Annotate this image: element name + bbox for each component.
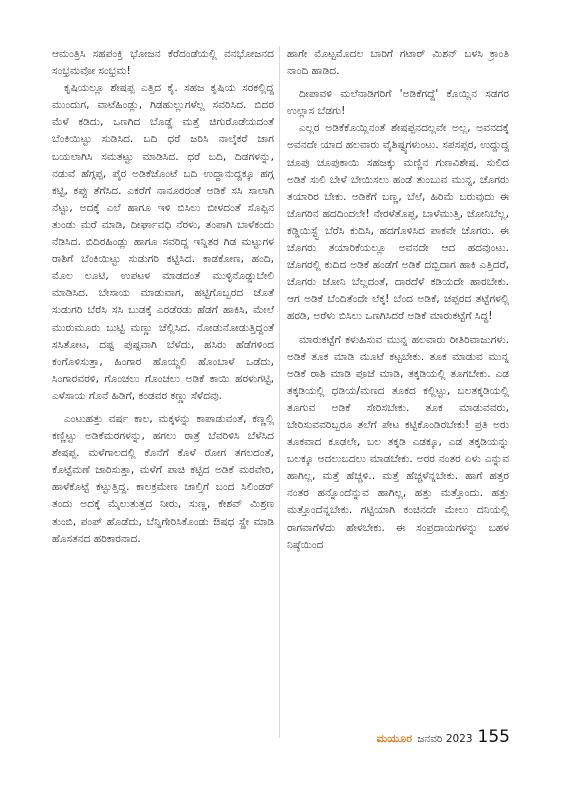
page-number: 155 <box>477 727 510 747</box>
left-column <box>52 46 274 548</box>
issue-date: ಜನವರಿ 2023 <box>417 733 473 745</box>
page-footer <box>377 727 510 747</box>
column-divider <box>279 46 280 738</box>
paragraph: ಹಾಗೇ ಮೊಟ್ಟಮೊದಲ ಬಾರಿಗೆ ಗಟಾರ್ ಮಿಶನ್ ಬಳಸಿ ಕ್ರಾಂತಿ ನಾಂದಿ ಹಾಡಿದ. <box>287 48 509 78</box>
paragraph: ಎಂಟುಹತ್ತು ವರ್ಷ ಕಾಲ, ಮಕ್ಕಳನ್ನು ಕಾಪಾಡುವಂತೆ, ಕಣ್ಣಲ್ಲಿ ಕಣ್ಣಿಟ್ಟು ಅಡಿಕೆಮರಗಳನ್ನು, ಹಗಲು ರಾತ್ರೆ ಬೆವರಿಳಿಸಿ ಬೆಳೆಸಿದ ಶೇಷಪ್ಪ. ಮಳೆಗಾಲದಲ್ಲಿ ಕೊನೆಗೆ ಕೊಳೆ ರೋಗ ತಗಲದಂತೆ, ಕೊಟ್ಟೆಮಣೆ ಜಾರಿಸುತ್ತಾ, ಮಳೆಗೆ ಪಾಚಿ ಕಟ್ಟಿದ ಅಡಿಕೆ ಮರವೇರಿ, ಹಾಳೆಕೊಟ್ಟೆ ಕಟ್ಟುತ್ತಿದ್ದ. ಕಾಲಕ್ರಮೇಣ ಚಾಲ್ತಿಗೆ ಬಂದ ಸಿಲಿಂಡರ್ ತಂದು ಅದಕ್ಕೆ ಮೈಲುತುತ್ತದ ನೀರು, ಸುಣ್ಣ, ಕೇಶವ್ ಮಿಶ್ರಣ ತುಂಬಿ, ಪಂಪ್ ಹೊಡೆದು, ಬೆನ್ನಿಗೇರಿಸಿಕೊಂಡು ಔಷಧ ಸ್ಪ್ರೇ ಮಾಡಿ ಹೊಸತನದ ಹರಿಕಾರನಾದ. <box>52 412 274 545</box>
paragraph: ಮಾರುಕಟ್ಟೆಗೆ ಕಳುಹಿಸುವ ಮುನ್ನ ಹಲವಾರು ರೀತಿರಿವಾಜುಗಳು. ಅಡಿಕೆ ತೂಕ ಮಾಡಿ ಮೂಟೆ ಕಟ್ಟಬೇಕು. ತೂಕ ಮಾಡುವ ಮುನ್ನ ಅಡಿಕೆ ರಾಶಿ ಮಾಡಿ ಪೂಜೆ ಮಾಡಿ, ತಕ್ಕಡಿಯಲ್ಲಿ ತೂಗಬೇಕು. ಎಡ ತಕ್ಕಡಿಯಲ್ಲಿ ಧಡಿಯ/ಮಣದ ತೂಕದ ಕಲ್ಲಿಟ್ಟು, ಬಲತಕ್ಕಡಿಯಲ್ಲಿ ತೂಗುವ ಅಡಿಕೆ ಸೇರಿಸಬೇಕು. ತೂಕ ಮಾಡುವವರು, ಬೇರಿಸುವವರಿಬ್ಬರೂ ತಲೆಗೆ ಪೇಟ ಕಟ್ಟಿಕೊಂಡಿರಬೇಕು! ಪ್ರತಿ ಅರು ತೂಕವಾದ ಕೂಡಲೇ, ಬಲ ತಕ್ಕಡಿ ಎಡಕ್ಕೂ, ಎಡ ತಕ್ಕಡಿಯನ್ನು ಬಲಕ್ಕೂ ಅದಲುಬದಲು ಮಾಡಬೇಕು. ಅರರ ನಂತರ ಏಳು ಎನ್ನುವ ಹಾಗಿಲ್ಲ, ಮತ್ತೆ ಹೆಚ್ಚಳಿ.. ಮತ್ತೆ ಹೆಚ್ಚಳೆನ್ನಬೇಕು. ಹಾಗೆ ಹತ್ತರ ನಂತರ ಹನ್ನೊಂದೆನ್ನುವ ಹಾಗಿಲ್ಲ, ಹತ್ತು ಮತ್ತೊಂದು. ಹತ್ತು ಮತ್ತೊಂದೆನ್ನಬೇಕು. ಗಟ್ಟಿಯಾಗಿ ಕಂಚಿನದೇ ಮೇಲು ದನಿಯಲ್ಲಿ ರಾಗವಾಗೆಳೆದು ಹೇಳಬೇಕು. ಈ ಸಂಪ್ರದಾಯಗಳನ್ನು ಬಹಳ ನಿಷ್ಠೆಯಿಂದ <box>287 333 509 551</box>
right-column <box>287 46 509 554</box>
magazine-logo: ಮಯೂರ <box>376 732 413 745</box>
paragraph: ದೀಪಾವಳಿ ಮಲೆನಾಡಿಗರಿಗೆ 'ಅಡಿಕೆಗದ್ದೆ' ಕೊಯ್ಲಿನ ಸಡಗರ ಉಲ್ಲಾಸ ಬೆಡಗು! <box>287 88 509 118</box>
paragraph: ಎಲ್ಲರ ಅಡಿಕೆಕೊಯ್ಲಿನಂತೆ ಶೇಷಪ್ಪನದಲ್ಲವೇ ಅಲ್ಲ, ಅವನದಕ್ಕೆ ಅವನದೇ ಯಾದ ಹಲವಾರು ವೈಶಿಷ್ಟ್ಯಗಳುಂಟು. ಸಪಸಪ್ಪರ, ಉದ್ದುದ್ದ ಚೂಪು ಚೂಪುಕಾಯಿ ಸಹಜಕ್ಕು ಮಣ್ಣಿನ ಗುಣವಿಶೇಷ. ಸುಲಿದ ಅಡಿಕೆ ಸುಲಿ ಬೇಳೆ ಬೇಯಿಸಲು ಹಂಡೆ ತುಂಬುವ ಮುನ್ನ, ಚೊಗರು ತಯಾರಿರ ಬೇಕು. ಅಡಿಕೆಗೆ ಬಣ್ಣ, ಬೆಲೆ, ಹಿರಿಮೆ ಬರುವುದು ಈ ಚೊಗರಿನ ಹದದಿಂದಲೇ! ನೇರಳೆತೊಪ್ಪ, ಬಾಳೆಮುತ್ತಿ, ಜೋನಿಬೆಲ್ಲ, ಕಡ್ಡಿಯಿಸ್ಟ್ಟೆ ಬೆರೆಸಿ ಕುದಿಸಿ, ಹದಗೊಳಿಸಿದ ಪಾಕವೇ ಚೊಗರು. ಈ ಚೊಗರು ತಯಾರಿಕೆಯಲ್ಲೂ ಅವನದೇ ಆದ ಹದವುಂಟು. ಚೊಗರಲ್ಲಿ ಕುದಿದ ಅಡಿಕೆ ಹಂಡೆಗೆ ಅಡಿಕೆ ದಬ್ಬಿದಾಗ ಹಾಕಿ ಎತ್ತಿದರೆ, ಚೊಗರು ಜೋನಿ ಬೆಲ್ಲದಂತೆ, ದಾರದೆಳೆ ಕಡಿಯದೇ ಹಾರಬೇಕು. ಆಗ ಅಡಿಕೆ ಬೆಂದಿತೆಂದೇ ಲೆಕ್ಕ! ಬೆಂದ ಅಡಿಕೆ, ಚಪ್ಪರದ ತಟ್ಟೆಗಳಲ್ಲಿ ಹರಡಿ, ಅರೆಳು ಬಿಸಿಲು ಒಣಗಿಸಿದರೆ ಅಡಿಕೆ ಮಾರುಕಟ್ಟೆಗೆ ಸಿದ್ಧ! <box>287 122 509 323</box>
paragraph: ಕೃಷಿಯಲ್ಲೂ ಶೇಷಪ್ಪ ಎತ್ತಿದ ಕೈ. ಸಹಜ ಕೃಷಿಯ ಸರಕಲ್ಲಿದ್ದ ಮುಂದುಗ, ವಾಟೆಹಿಂಡ್ಲು, ಗಿಡಹುಲ್ಲುಗಳೆಲ್ಲ ಸವರಿಸಿದ. ಬಿದರ ಮೆಳೆ ಕಡಿದು, ಒಣಗಿದ ಬೊಡ್ಡೆ ಮತ್ತೆ ಚಿಗುರೊಡೆಯದಂತೆ ಬೆಂಕಿಯಿಟ್ಟು ಸುಡಿಸಿದ. ಬದಿ ಧರೆ ಜರಿಸಿ ನಾಲ್ಕೆಕರೆ ಜಾಗ ಬಯಲಾಗಿಸಿ ಸಮತಟ್ಟು ಮಾಡಿಸಿದ. ಧರೆ ಬದಿ, ದಿಡಗಳನ್ನು, ನಡುವೆ ಹೆಗ್ಗಪ್ಪ, ಪೈರ ಅಡಿಕೆಜೊಂಟೆ ಬದಿ ಉದ್ದಾನುದ್ದಕ್ಕೂ ಹಗ್ಗ ಕಟ್ಟಿ, ಕಪ್ಪು ತೆಗೆಸಿದ. ಎಕರೆಗೆ ನಾನೂರರಂತೆ ಅಡಿಕೆ ಸಸಿ ಸಾಲಾಗಿ ನೆಟ್ಟು, ಅದಕ್ಕೆ ಎಲೆ ಹಾಗೂ ಇಳಿ ಬಿಸಿಲು ಬೀಳದಂತೆ ಸೊಪ್ಪಿನ ತುಂಡು ಮರೆ ಮಾಡಿ, ದೀರ್ಘಾವಧಿ ನೆರಳು, ತಂಪಾಗಿ ಬಾಳೆಕಂದು ನೆಡಿಸಿದ. ಬಿದಿರಹಿಂಡ್ಲು ಹಾಗೂ ಸವರಿದ್ದ ಇನ್ನಿತರ ಗಿಡ ಮಟ್ಟುಗಳ ರಾಶಿಗೆ ಬೆಂಕಿಯಿಟ್ಟು ಸುಡುಗರಿ ಕಟ್ಟಿಸಿದ. ಕಾಡಕೋಣ, ಹಂದಿ, ಮೊಲ ಲೂಟಿ, ಉಪಟಳ ಮಾಡದಂತೆ ಮುಳ್ಳಿನೊಡ್ಡುಬೇಲಿ ಮಾಡಿಸಿದ. ಬೇಸಾಯ ಮಾಡುವಾಗ, ಹಟ್ಟಿಗೊಬ್ಬರದ ಜೊತೆ ಸುಡುಗರಿ ಬೆರೆಸಿ ಸಸಿ ಬುಡಕ್ಕೆ ಎರಡೆರಡು ಹೆಡಗೆ ಹಾಕಿಸಿ, ಮೇಲೆ ಮುರುಮೂರು ಬುಟ್ಟಿ ಮಣ್ಣು ಚೆಲ್ಲಿಸಿದ. ನೋಡುನೋಡುತ್ತಿದ್ದಂತೆ ಸಸಿತೋಟ, ದಷ್ಟ ಪುಷ್ಪವಾಗಿ ಬೆಳೆದು, ಹಸಿರು ಹೆಡೆಗಳಿಂದ ಕಂಗೊಳಿಸುತ್ತಾ, ಹಿಂಗಾರ ಹೊಯ್ದಲಿ ಹೊಂಬಾಳೆ ಒಡೆದು, ಸಿಂಗಾರವರಳಿ, ಗೊಂಚಲು ಗೊಂಚಲು ಅಡಿಕೆ ಕಾಯಿ ಹರಳುಗಟ್ಟಿ, ಎಳೆಸಾಯ ಗೊನೆ ಹಿಡಿಗೆ, ಕಂಡವರ ಕಣ್ಣು ಸೆಳೆದವು. <box>52 82 274 402</box>
paragraph: ಆಮಂತ್ರಿಸಿ ಸಹಪಂಕ್ತಿ ಭೋಜನ ಕೆರೆದಂಡೆಯಲ್ಲಿ ವನಭೋಜನದ ಸಂಭ್ರಮವೋ ಸಂಭ್ರಮ! <box>52 48 274 78</box>
